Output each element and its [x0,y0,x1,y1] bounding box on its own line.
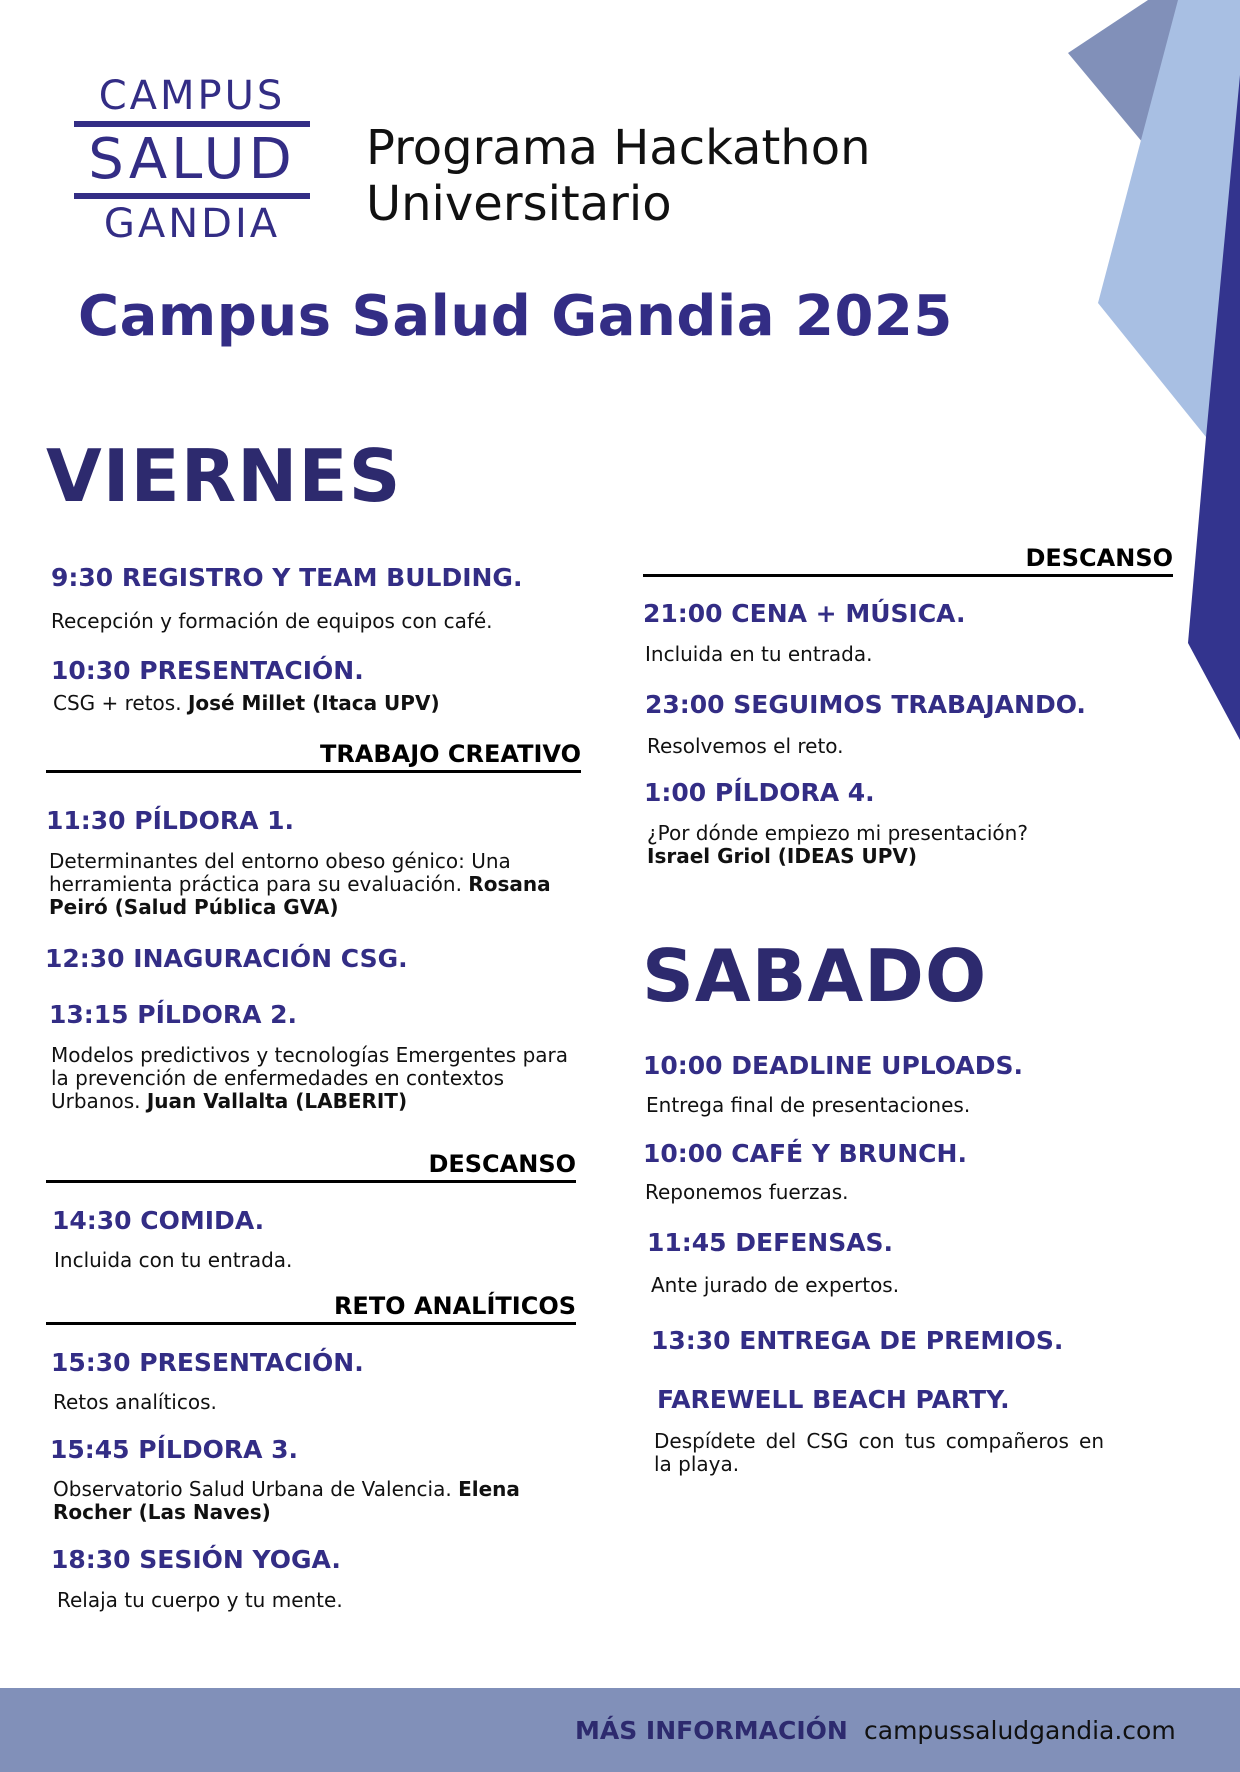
program-title-line2: Universitario [366,176,672,232]
logo-divider [74,193,310,199]
event-desc-text: Determinantes del entorno obeso génico: Una herramienta práctica para su evaluación. [49,849,511,896]
event-speaker: Israel Griol (IDEAS UPV) [647,844,917,868]
event-title: 15:45 PÍLDORA 3. [50,1435,299,1464]
section-header-descanso-noche: DESCANSO [643,544,1173,577]
day-heading-sabado: SABADO [642,934,988,1018]
event-title: 10:00 DEADLINE UPLOADS. [643,1051,1023,1080]
event-title: 10:00 CAFÉ Y BRUNCH. [643,1139,967,1168]
event-speaker: Elena Rocher (Las Naves) [53,1477,520,1524]
event-title: 13:30 ENTREGA DE PREMIOS. [651,1326,1064,1355]
event-title: 18:30 SESIÓN YOGA. [51,1545,341,1574]
section-header-descanso: DESCANSO [46,1150,576,1183]
event-desc [53,1478,583,1524]
event-desc [49,850,589,919]
event-desc: Relaja tu cuerpo y tu mente. [57,1588,343,1612]
event-title: 15:30 PRESENTACIÓN. [51,1348,364,1377]
day-heading-viernes: VIERNES [46,434,402,518]
logo-word-gandia: GANDIA [103,201,281,247]
event-desc: Ante jurado de expertos. [651,1273,900,1297]
event-speaker: Rosana Peiró (Salud Pública GVA) [49,872,551,919]
event-desc: Despídete del CSG con tus compañeros en la playa. [654,1429,1104,1476]
footer-bar [0,1688,1240,1772]
event-desc [53,692,593,715]
event-title: 21:00 CENA + MÚSICA. [643,599,966,628]
event-desc: Recepción y formación de equipos con café. [51,609,493,633]
event-title: 11:45 DEFENSAS. [647,1228,894,1257]
event-desc [647,822,1167,868]
page-title: Campus Salud Gandia 2025 [78,284,953,349]
section-header-trabajo-creativo: TRABAJO CREATIVO [46,740,581,773]
footer-website-link[interactable]: campussaludgandia.com [864,1716,1176,1745]
event-desc: Entrega final de presentaciones. [646,1093,971,1117]
event-speaker: José Millet (Itaca UPV) [187,691,440,715]
event-title: 13:15 PÍLDORA 2. [49,1000,298,1029]
program-title-line1: Programa Hackathon [366,120,871,176]
campus-salud-gandia-logo [72,73,312,247]
event-title: 11:30 PÍLDORA 1. [46,806,295,835]
event-title: 23:00 SEGUIMOS TRABAJANDO. [645,690,1086,719]
deco-light-blue-shape [1098,0,1240,437]
event-title: 10:30 PRESENTACIÓN. [51,656,364,685]
event-desc-text: Modelos predictivos y tecnologías Emergentes para la prevención de enfermedades en contextos Urbanos. [51,1043,568,1113]
event-speaker: Juan Vallalta (LABERIT) [146,1089,408,1113]
event-title: 9:30 REGISTRO Y TEAM BULDING. [51,563,523,592]
deco-gray-blue-shape [1068,0,1181,143]
footer-more-info-label: MÁS INFORMACIÓN [575,1716,848,1745]
event-desc-text: ¿Por dónde empiezo mi presentación? [647,821,1028,845]
event-desc: Retos analíticos. [53,1390,217,1414]
event-desc-text: Observatorio Salud Urbana de Valencia. [53,1477,459,1501]
event-desc-text: CSG + retos. [53,691,188,715]
event-desc: Resolvemos el reto. [647,734,844,758]
event-title: 1:00 PÍLDORA 4. [644,778,875,807]
event-title: FAREWELL BEACH PARTY. [657,1385,1010,1414]
event-desc: Incluida en tu entrada. [645,642,873,666]
event-title: 14:30 COMIDA. [52,1206,265,1235]
program-title [366,120,871,232]
logo-word-salud: SALUD [88,127,296,192]
event-desc: Reponemos fuerzas. [645,1180,849,1204]
event-desc [51,1044,581,1113]
deco-dark-navy-shape [1188,75,1240,740]
event-title: 12:30 INAGURACIÓN CSG. [45,944,408,973]
event-desc: Incluida con tu entrada. [54,1248,293,1272]
logo-word-campus: CAMPUS [98,73,286,119]
section-header-reto-analiticos: RETO ANALÍTICOS [46,1292,576,1325]
